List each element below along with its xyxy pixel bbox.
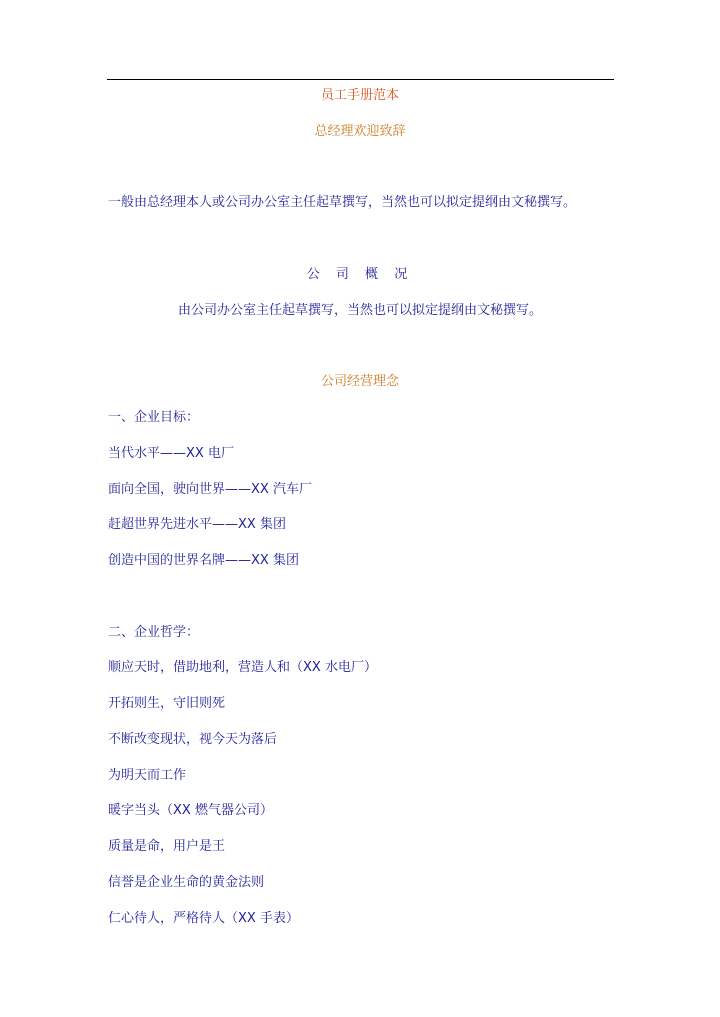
list-item: 面向全国，驶向世界——XX 汽车厂	[108, 482, 312, 497]
section-heading-goals: 一、企业目标：	[108, 410, 200, 425]
document-title: 员工手册范本	[320, 88, 399, 103]
welcome-note: 一般由总经理本人或公司办公室主任起草撰写，当然也可以拟定提纲由文秘撰写。	[108, 195, 577, 210]
section-heading-philosophy: 二、企业哲学：	[108, 625, 200, 640]
header-divider	[107, 79, 614, 80]
list-item: 信誉是企业生命的黄金法则	[108, 875, 265, 890]
list-item: 不断改变现状，视今天为落后	[108, 732, 278, 747]
list-item: 顺应天时，借助地利，营造人和（XX 水电厂）	[108, 660, 377, 675]
list-item: 暖字当头（XX 燃气器公司）	[108, 803, 273, 818]
overview-note: 由公司办公室主任起草撰写，当然也可以拟定提纲由文秘撰写。	[177, 303, 542, 318]
list-item: 赶超世界先进水平——XX 集团	[108, 517, 286, 532]
overview-heading: 公 司 概 况	[306, 267, 414, 282]
list-item: 创造中国的世界名牌——XX 集团	[108, 553, 299, 568]
welcome-heading: 总经理欢迎致辞	[314, 124, 406, 139]
philosophy-heading: 公司经营理念	[320, 374, 399, 389]
list-item: 当代水平——XX 电厂	[108, 446, 234, 461]
list-item: 质量是命，用户是王	[108, 839, 226, 854]
list-item: 开拓则生，守旧则死	[108, 696, 226, 711]
list-item: 仁心待人，严格待人（XX 手表）	[108, 911, 299, 926]
list-item: 为明天而工作	[108, 768, 187, 783]
